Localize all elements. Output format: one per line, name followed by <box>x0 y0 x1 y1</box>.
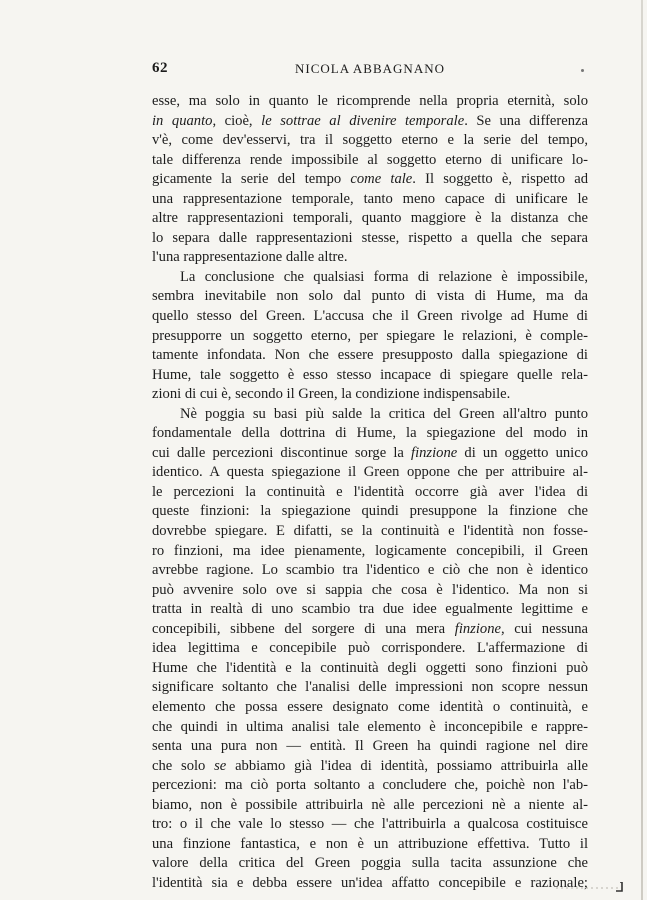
text-line: Hume che l'identità e la continuità degli oggetti sono finzioni può <box>152 659 588 676</box>
text-line: sembra inevitabile non solo dal punto di vista di Hume, ma da <box>152 288 588 305</box>
text-line: esse, ma solo in quanto le ricomprende nella propria eternità, solo <box>152 93 588 109</box>
text-line: dovrebbe spiegare. E difatti, se la continuità e l'identità non fosse- <box>152 523 588 540</box>
text-line: Nè poggia su basi più salde la critica del Green all'altro punto <box>180 405 588 422</box>
text-line: biamo, non è possibile attribuirla nè alle percezioni nè a niente al- <box>152 796 588 813</box>
text-line: l'una rappresentazione dalle altre. <box>152 249 348 266</box>
text-line: può avvenire solo ove si sappia che cosa è l'identico. Ma non si <box>152 581 588 598</box>
text-line: valore della critica del Green poggia sulla tacita assunzione che <box>152 855 588 872</box>
text-line: identico. A questa spiegazione il Green oppone che per attribuire al- <box>152 464 588 481</box>
text-line: le percezioni la continuità e l'identità occorre già aver l'idea di <box>152 483 588 500</box>
body-text <box>152 92 588 893</box>
page-number: 62 <box>152 60 168 76</box>
page-header <box>152 60 588 80</box>
text-line: cui dalle percezioni discontinue sorge la finzione di un oggetto unico <box>152 444 588 461</box>
text-line: gicamente la serie del tempo come tale. Il soggetto è, rispetto ad <box>152 171 589 188</box>
text-line: tratta in realtà di uno scambio tra due idee egualmente legittime e <box>152 601 588 618</box>
text-line: presupporre un soggetto eterno, per spiegare le relazioni, è comple- <box>152 327 588 344</box>
text-line: quello stesso del Green. L'accusa che il Green rivolge ad Hume di <box>152 308 588 325</box>
text-line: tale differenza rende impossibile al soggetto eterno di unificare lo- <box>152 151 588 168</box>
page-edge-shadow <box>641 0 643 900</box>
text-line: in quanto, cioè, le sottrae al divenire temporale. Se una differenza <box>152 112 589 129</box>
corner-scan-mark <box>556 882 626 892</box>
text-line: ro finzioni, ma idee pienamente, logicamente concepibili, il Green <box>152 542 588 559</box>
text-line: zioni di cui è, secondo il Green, la condizione indispensabile. <box>152 386 511 403</box>
text-line: altre rappresentazioni temporali, quanto maggiore è la distanza che <box>152 210 588 227</box>
text-line: fondamentale della dottrina di Hume, la spiegazione del modo in <box>152 425 588 442</box>
text-line: una rappresentazione temporale, tanto meno capace di unificare le <box>152 190 588 207</box>
text-line: significare soltanto che l'analisi delle impressioni non scopre nessun <box>152 679 588 696</box>
text-line: una finzione fantastica, e non è un attribuzione effettiva. Tutto il <box>152 835 588 852</box>
text-line: che solo se abbiamo già l'idea di identità, possiamo attribuirla alle <box>152 757 588 774</box>
text-line: avrebbe ragione. Lo scambio tra l'identico e ciò che non è identico <box>152 562 588 579</box>
text-line: queste finzioni: la spiegazione quindi presuppone la finzione che <box>152 503 588 520</box>
text-line: Hume, tale soggetto è esso stesso incapace di spiegare quelle rela- <box>152 366 588 383</box>
text-line: l'identità sia e debba essere un'idea affatto concepibile e razionale; <box>152 874 588 891</box>
text-line: che quindi in ultima analisi tale elemento è inconcepibile e rappre- <box>152 718 588 735</box>
text-line: tamente infondata. Non che essere presupposto dalla spiegazione di <box>152 347 588 364</box>
text-line: percezioni: ma ciò porta soltanto a concludere che, poichè non l'ab- <box>152 777 588 794</box>
text-line: La conclusione che qualsiasi forma di relazione è impossibile, <box>180 268 588 285</box>
text-line: v'è, come dev'esservi, tra il soggetto eterno e la serie del tempo, <box>152 132 588 149</box>
text-line: idea legittima e concepibile può corrispondere. L'affermazione di <box>152 640 588 657</box>
text-line: senta una pura non — entità. Il Green ha quindi ragione nel dire <box>152 738 588 755</box>
text-line: concepibili, sibbene del sorgere di una mera finzione, cui nessuna <box>152 620 588 637</box>
text-line: lo separa dalle rappresentazioni stesse, rispetto a quella che separa <box>152 229 588 246</box>
ink-speck <box>581 69 584 72</box>
running-head: NICOLA ABBAGNANO <box>295 61 445 76</box>
text-line: elemento che possa essere designato come identità o continuità, e <box>152 698 588 715</box>
text-line: tro: o il che vale lo stesso — che l'attribuirla a qualcosa costituisce <box>152 816 588 833</box>
